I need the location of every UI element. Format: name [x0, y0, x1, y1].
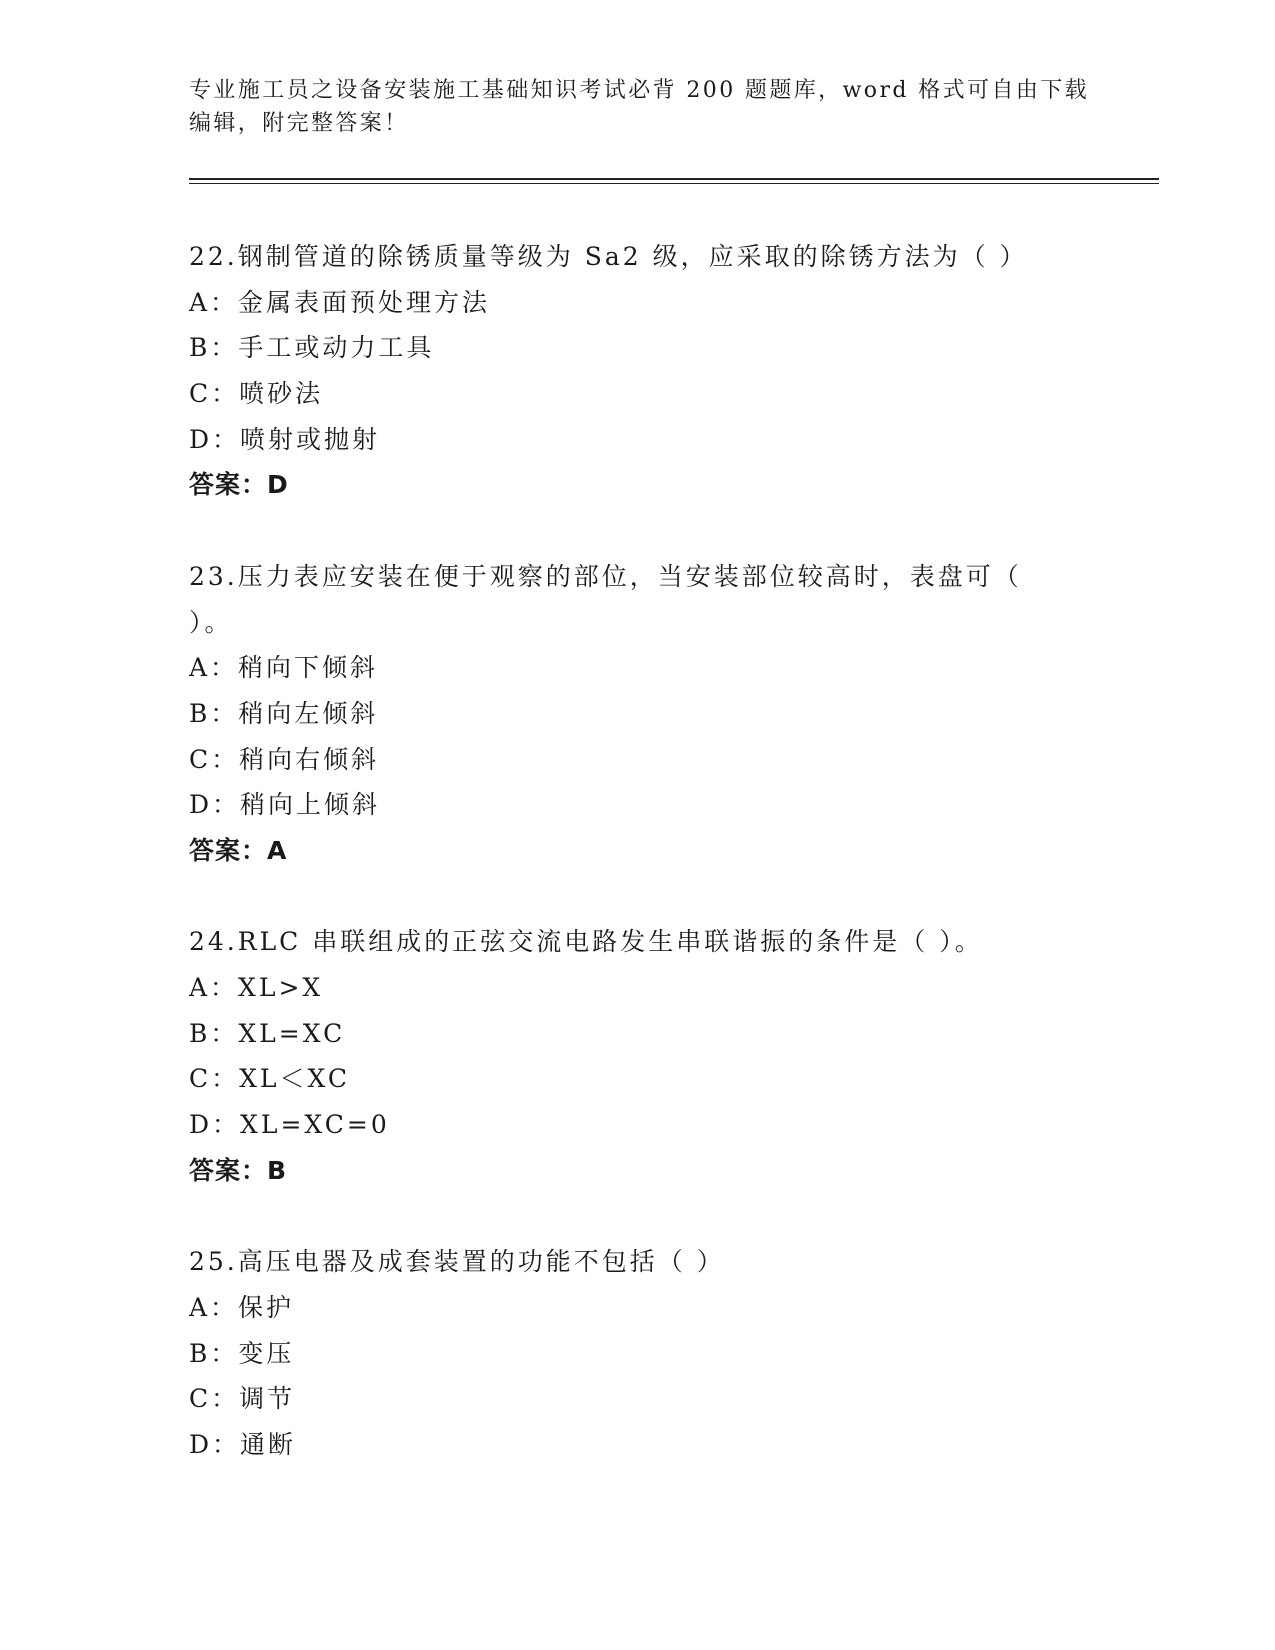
option-c: C：稍向右倾斜: [189, 744, 380, 774]
option-b: B：XL=XC: [189, 1018, 346, 1048]
question-22: [189, 234, 1169, 508]
option-d: D：通断: [189, 1429, 297, 1459]
option-a: A：XL>X: [189, 973, 324, 1002]
document-header: [189, 74, 1169, 140]
question-stem: 24.RLC 串联组成的正弦交流电路发生串联谐振的条件是（ ）。: [189, 927, 983, 957]
question-24: [189, 919, 1169, 1193]
option-c: C：XL＜XC: [189, 1064, 351, 1094]
option-c: C：调节: [189, 1384, 296, 1414]
question-23: [189, 554, 1169, 874]
answer: 答案：A: [189, 835, 288, 865]
question-25: [189, 1239, 1169, 1467]
option-a: A：保护: [189, 1292, 295, 1322]
question-list: [189, 234, 1169, 1513]
option-d: D：喷射或抛射: [189, 424, 381, 454]
option-d: D：稍向上倾斜: [189, 790, 381, 820]
header-line-2: 编辑，附完整答案！: [189, 111, 409, 136]
answer: 答案：B: [189, 1155, 288, 1185]
question-stem-continued: ）。: [189, 607, 233, 637]
option-b: B：手工或动力工具: [189, 333, 435, 363]
answer: 答案：D: [189, 470, 289, 500]
option-a: A：稍向下倾斜: [189, 653, 379, 683]
header-divider: [189, 178, 1159, 184]
option-a: A：金属表面预处理方法: [189, 287, 491, 317]
option-b: B：变压: [189, 1338, 295, 1368]
header-line-1: 专业施工员之设备安装施工基础知识考试必背 200 题题库，word 格式可自由下载: [189, 78, 1090, 103]
question-stem: 25.高压电器及成套装置的功能不包括（ ）: [189, 1247, 725, 1277]
option-c: C：喷砂法: [189, 379, 324, 409]
question-stem: 22.钢制管道的除锈质量等级为 Sa2 级，应采取的除锈方法为（ ）: [189, 242, 1028, 271]
option-d: D：XL=XC=0: [189, 1110, 390, 1140]
option-b: B：稍向左倾斜: [189, 698, 379, 728]
question-stem: 23.压力表应安装在便于观察的部位，当安装部位较高时，表盘可（: [189, 561, 1022, 591]
